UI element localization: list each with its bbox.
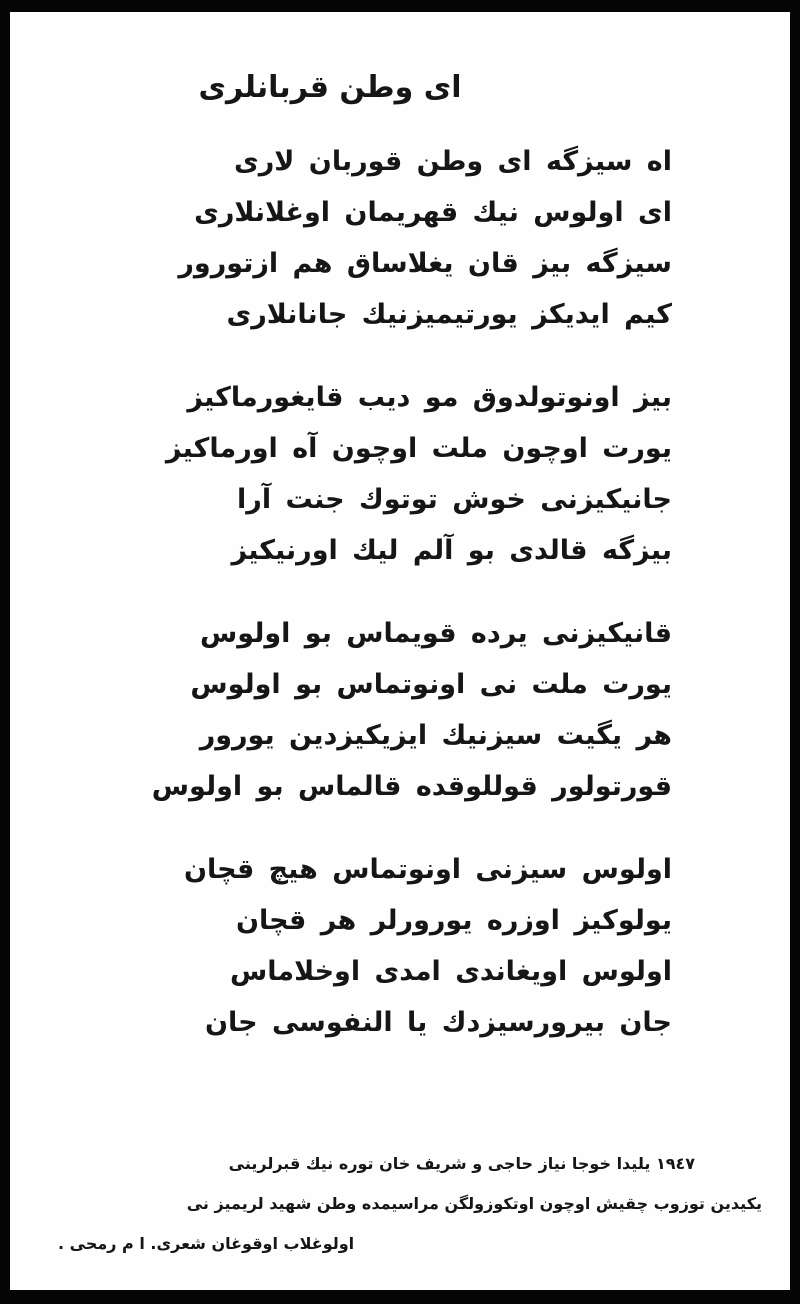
poem-line: يولوكيز اوزره يورورلر هر قچان bbox=[235, 905, 672, 936]
poem-line: بيزگه قالدى بو آلم ليك اورنيكيز bbox=[231, 535, 672, 566]
stanza-4 bbox=[65, 844, 672, 1048]
poem-line: بيز اونوتولدوق مو ديب قايغورماكيز bbox=[187, 382, 672, 413]
colophon bbox=[10, 1144, 790, 1264]
poem-line: يورت اوچون ملت اوچون آه اورماكيز bbox=[165, 433, 672, 464]
poem-line: جانيكيزنى خوش توتوك جنت آرا bbox=[237, 484, 672, 515]
document-page bbox=[10, 12, 790, 1290]
colophon-line: ١٩٤٧ يليدا خوجا نياز حاجى و شريف خان توره نيك قبرلرينى bbox=[228, 1154, 695, 1173]
poem-line: قانيكيزنى يرده قويماس بو اولوس bbox=[200, 618, 672, 649]
poem-line: اولوس اويغاندى امدى اوخلاماس bbox=[229, 956, 672, 987]
poem-line: اه سيزگه اى وطن قوربان لارى bbox=[233, 146, 672, 177]
poem-line: اى اولوس نيك قهريمان اوغلانلارى bbox=[194, 197, 672, 228]
stanza-2 bbox=[65, 372, 672, 576]
colophon-line: يكيدين توزوب چقيش اوچون اوتكوزولگن مراسيمده وطن شهيد لريميز نى bbox=[186, 1194, 762, 1213]
poem-line: كيم ايديكز يورتيميزنيك جانانلارى bbox=[226, 299, 672, 330]
poem-line: هر يگيت سيزنيك ايزيكيزدين يورور bbox=[199, 720, 672, 751]
colophon-line: اولوغلاب اوقوغان شعرى. ا م رمحى . bbox=[58, 1234, 355, 1253]
poem-title: اى وطن قربانلرى bbox=[198, 70, 462, 105]
poem-line: قورتولور قوللوقده قالماس بو اولوس bbox=[151, 771, 672, 802]
poem-line: جان بيرورسيزدك يا النفوسى جان bbox=[204, 1007, 672, 1038]
stanza-3 bbox=[65, 608, 672, 812]
stanza-1 bbox=[65, 136, 672, 340]
poem-body bbox=[10, 136, 790, 1048]
poem-line: يورت ملت نى اونوتماس بو اولوس bbox=[190, 669, 672, 700]
poem-line: اولوس سيزنى اونوتماس هيچ قچان bbox=[183, 854, 672, 885]
poem-line: سيزگه بيز قان يغلاساق هم ازتورور bbox=[178, 248, 672, 279]
